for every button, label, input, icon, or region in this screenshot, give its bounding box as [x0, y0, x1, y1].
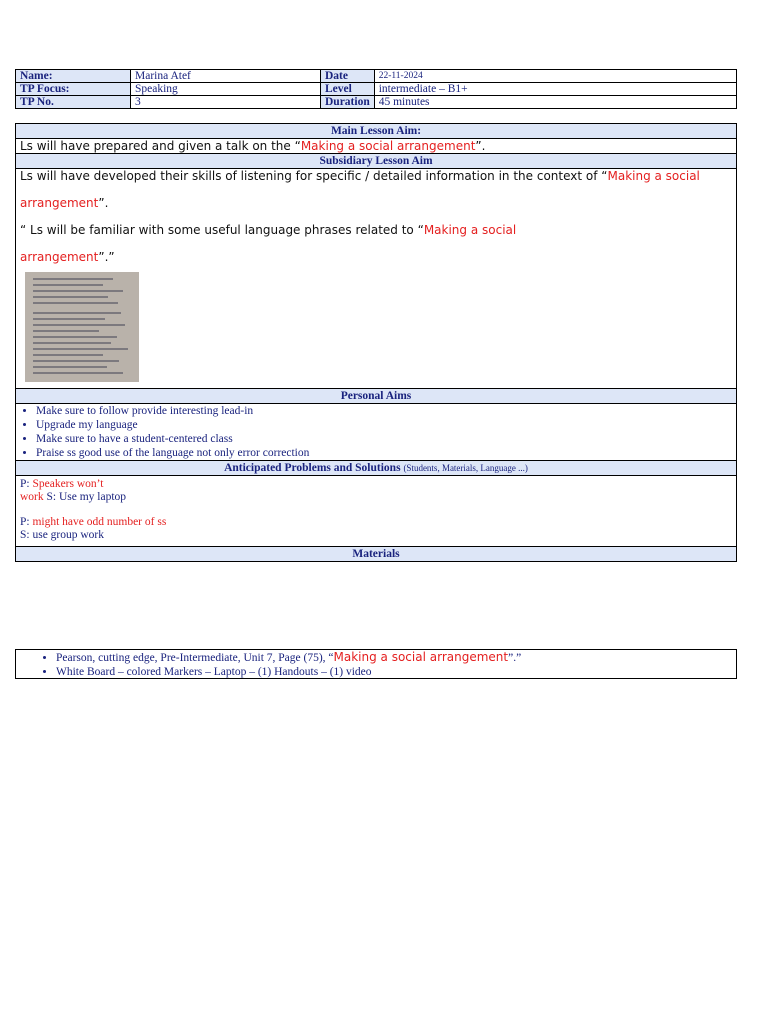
problems-header: Anticipated Problems and Solutions (Students, Materials, Language ...): [16, 460, 736, 476]
duration-label: Duration: [321, 96, 375, 109]
focus-label: TP Focus:: [16, 83, 131, 96]
list-item: • Make sure to follow provide interesting lead-in: [36, 404, 736, 418]
materials-box: [15, 649, 737, 679]
tpno-value: 3: [131, 96, 321, 109]
materials-list: [16, 650, 736, 679]
main-aim-text: Ls will have prepared and given a talk on the “Making a social arrangement”.: [20, 139, 486, 153]
name-label: Name:: [16, 70, 131, 83]
lesson-plan-box: [15, 123, 737, 562]
level-value: intermediate – B1+: [374, 83, 736, 96]
focus-value: Speaking: [131, 83, 321, 96]
lesson-info-table: [15, 69, 737, 109]
subsidiary-aim-header: Subsidiary Lesson Aim: [16, 153, 736, 169]
list-item: • Praise ss good use of the language not only error correction: [36, 446, 736, 460]
list-item: • White Board – colored Markers – Laptop – (1) Handouts – (1) video: [56, 665, 736, 679]
handout-photo: [25, 272, 139, 382]
materials-header: Materials: [16, 546, 736, 561]
personal-aims-header: Personal Aims: [16, 388, 736, 404]
main-aim-header: Main Lesson Aim:: [16, 124, 736, 139]
subsidiary-aim-text: Ls will have developed their skills of listening for specific / detailed information in the context of “Making a social arrangement”. “ Ls will be familiar with some useful language phrases related to “Making a social arrangement”.”: [16, 170, 736, 388]
tpno-label: TP No.: [16, 96, 131, 109]
name-value: Marina Atef: [131, 70, 321, 83]
date-label: Date: [321, 70, 375, 83]
list-item: • Upgrade my language: [36, 418, 736, 432]
problems-text: P: Speakers won’t work S: Use my laptop P: might have odd number of ss S: use group work: [20, 478, 167, 541]
list-item: • Pearson, cutting edge, Pre-Intermediate, Unit 7, Page (75), “Making a social arrangement”.”: [56, 650, 736, 665]
duration-value: 45 minutes: [374, 96, 736, 109]
date-value: 22-11-2024: [374, 70, 736, 83]
level-label: Level: [321, 83, 375, 96]
list-item: • Make sure to have a student-centered class: [36, 432, 736, 446]
personal-aims-list: [16, 404, 736, 460]
